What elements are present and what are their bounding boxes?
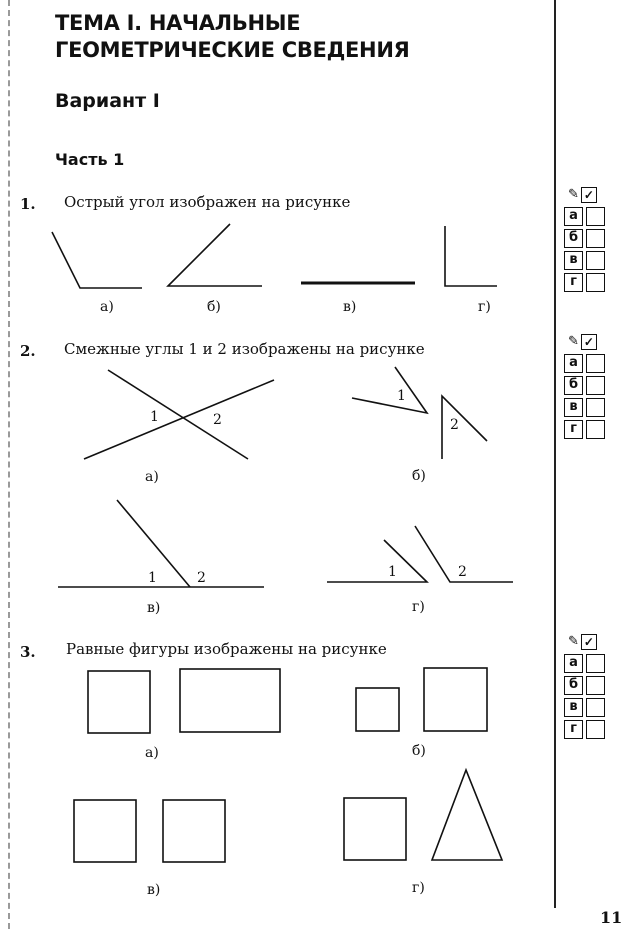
answer-checkbox-b[interactable] (586, 229, 605, 248)
check-icon: ✓ (581, 187, 597, 203)
q1-option-v: в) (343, 299, 357, 315)
answer-header (564, 186, 614, 204)
answer-letter-a: а (564, 654, 583, 673)
q3-b-small-square (356, 688, 399, 731)
pencil-icon: ✎ (568, 187, 579, 202)
q3-a-square (88, 671, 150, 733)
answer-checkbox-v[interactable] (586, 398, 605, 417)
answer-letter-v: в (564, 251, 583, 270)
answer-letter-b: б (564, 676, 583, 695)
q2-b-angle1 (352, 367, 427, 413)
q3-option-g: г) (412, 880, 425, 896)
q2-b-label-1: 1 (397, 388, 406, 404)
answer-block-q1 (564, 186, 614, 292)
q2-a-label-1: 1 (150, 409, 159, 425)
answer-letter-v: в (564, 698, 583, 717)
q2-g-label-2: 2 (458, 564, 467, 580)
question-2-number: 2. (20, 342, 36, 360)
answer-block-q2 (564, 333, 614, 439)
answer-checkbox-g[interactable] (586, 720, 605, 739)
q3-option-v: в) (147, 882, 161, 898)
q3-option-b: б) (412, 743, 426, 759)
q3-g-triangle (432, 770, 502, 860)
q3-b-square (424, 668, 487, 731)
q1-figure-b (168, 224, 262, 286)
topic-title-line1: ТЕМА I. НАЧАЛЬНЫЕ (55, 11, 301, 35)
q2-a-label-2: 2 (213, 412, 222, 428)
q3-a-rectangle (180, 669, 280, 732)
answer-checkbox-v[interactable] (586, 251, 605, 270)
q2-v-label-1: 1 (148, 570, 157, 586)
question-1-text: Острый угол изображен на рисунке (64, 193, 351, 211)
q2-option-g: г) (412, 599, 425, 615)
question-2-text: Смежные углы 1 и 2 изображены на рисунке (64, 340, 425, 358)
pencil-icon: ✎ (568, 634, 579, 649)
q1-figure-g (445, 226, 497, 286)
page-number: 11 (600, 908, 623, 927)
answer-letter-b: б (564, 229, 583, 248)
answer-checkbox-a[interactable] (586, 654, 605, 673)
question-3-number: 3. (20, 643, 36, 661)
q1-figure-a (52, 232, 142, 288)
answer-checkbox-g[interactable] (586, 273, 605, 292)
answer-checkbox-g[interactable] (586, 420, 605, 439)
answer-checkbox-b[interactable] (586, 676, 605, 695)
answer-letter-g: г (564, 273, 583, 292)
q3-v-square2 (163, 800, 225, 862)
q2-a-line2 (108, 370, 248, 459)
answer-checkbox-v[interactable] (586, 698, 605, 717)
q2-b-angle2 (442, 396, 487, 459)
q2-option-v: в) (147, 600, 161, 616)
answer-letter-a: а (564, 207, 583, 226)
question-3-text: Равные фигуры изображены на рисунке (66, 640, 387, 658)
q2-option-b: б) (412, 468, 426, 484)
q2-g-label-1: 1 (388, 564, 397, 580)
answer-letter-g: г (564, 420, 583, 439)
answer-checkbox-a[interactable] (586, 207, 605, 226)
q2-a-line1 (84, 380, 274, 459)
answer-letter-b: б (564, 376, 583, 395)
variant-heading: Вариант I (55, 90, 160, 112)
q1-option-b: б) (207, 299, 221, 315)
q2-g-angle1 (327, 540, 427, 582)
topic-title-line2: ГЕОМЕТРИЧЕСКИЕ СВЕДЕНИЯ (55, 38, 410, 62)
answer-letter-a: а (564, 354, 583, 373)
answer-checkbox-a[interactable] (586, 354, 605, 373)
part-heading: Часть 1 (55, 150, 125, 169)
pencil-icon: ✎ (568, 334, 579, 349)
answer-letter-g: г (564, 720, 583, 739)
q3-option-a: а) (145, 745, 159, 761)
check-icon: ✓ (581, 334, 597, 350)
q3-g-square (344, 798, 406, 860)
question-1-number: 1. (20, 195, 36, 213)
q1-option-a: а) (100, 299, 114, 315)
answer-block-q3 (564, 633, 614, 739)
answer-letter-v: в (564, 398, 583, 417)
answer-header (564, 333, 614, 351)
q2-b-label-2: 2 (450, 417, 459, 433)
q2-v-label-2: 2 (197, 570, 206, 586)
answer-checkbox-b[interactable] (586, 376, 605, 395)
q3-v-square1 (74, 800, 136, 862)
answer-header (564, 633, 614, 651)
check-icon: ✓ (581, 634, 597, 650)
q1-option-g: г) (478, 299, 491, 315)
q2-option-a: а) (145, 469, 159, 485)
